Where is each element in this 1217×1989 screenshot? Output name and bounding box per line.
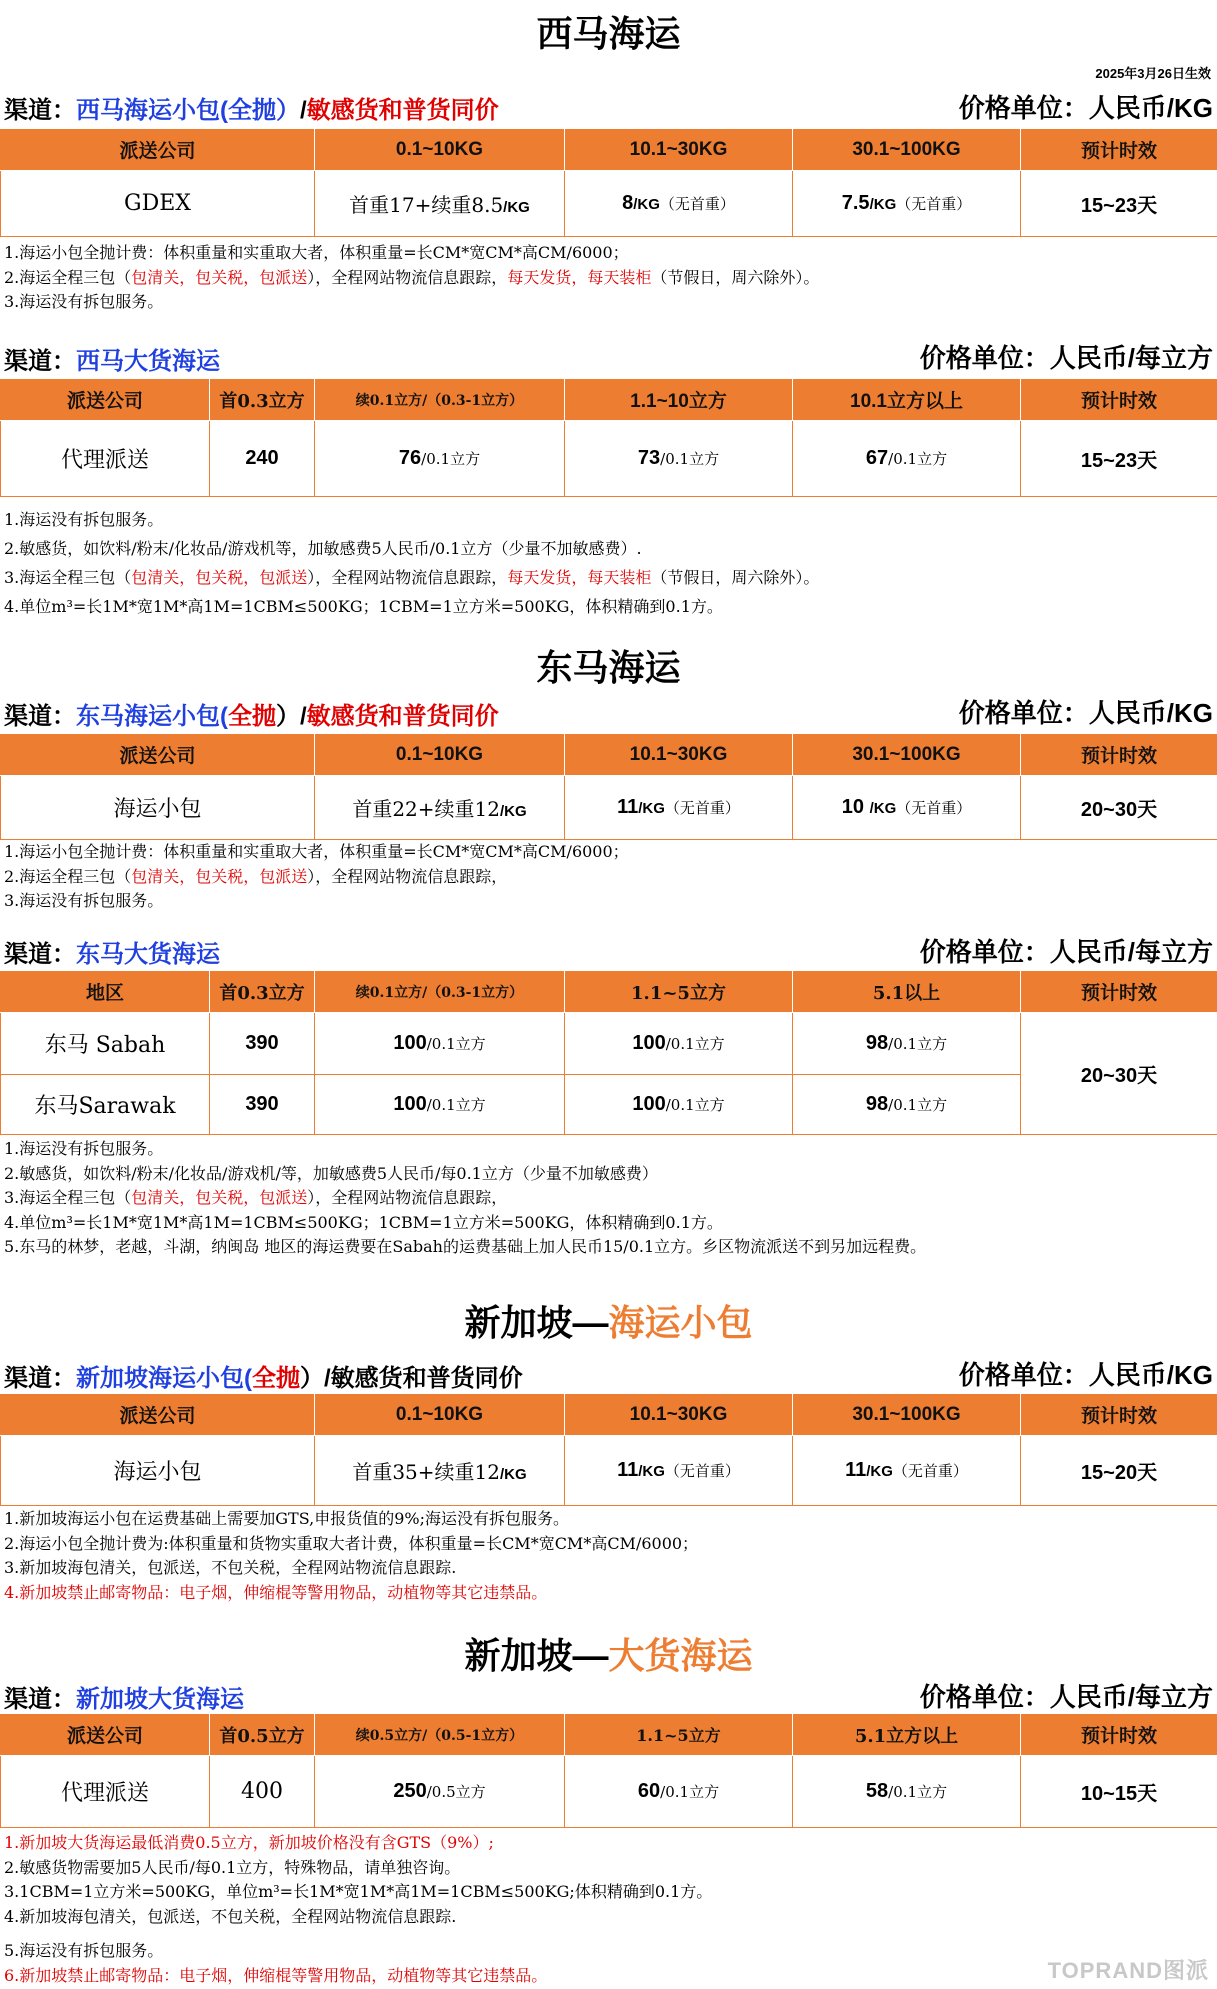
price-cell: 390 [210,1075,315,1135]
table-row [1,1756,1217,1828]
note-item: 2.海运小包全抛计费为:体积重量和货物实重取大者计费，体积重量=长CM*宽CM*高CM/6000； [4,1533,699,1553]
table-row [1,1013,1217,1075]
price-table [0,1393,1217,1506]
notes-list [4,1831,712,1988]
eta-cell: 15~23天 [1021,421,1217,497]
region-cell: 东马Sarawak [1,1075,210,1135]
price-cell: 11/KG（无首重） [565,1436,793,1506]
col-header: 派送公司 [1,1394,315,1436]
channel-label: 渠道：东马海运小包(全抛）/敏感货和普货同价 [4,703,499,730]
col-header: 30.1~100KG [793,1394,1021,1436]
note-item: 2.敏感货物需要加5人民币/每0.1立方，特殊物品，请单独咨询。 [4,1857,461,1877]
col-header: 预计时效 [1021,379,1217,421]
price-cell: 首重35+续重12/KG [315,1436,565,1506]
eta-cell: 20~30天 [1021,776,1217,840]
eta-cell: 20~30天 [1021,1013,1217,1135]
notes-list [4,241,819,315]
table-row [1,776,1217,840]
section-title-sg-bulk: 新加坡—大货海运 [464,1635,753,1676]
col-header: 10.1~30KG [565,129,793,171]
col-header: 10.1~30KG [565,1394,793,1436]
notes-list [4,505,819,621]
col-header: 预计时效 [1021,971,1217,1013]
table-row [1,421,1217,497]
price-unit: 价格单位：人民币/每立方 [919,343,1213,373]
region-cell: 东马 Sabah [1,1013,210,1075]
col-header: 地区 [1,971,210,1013]
col-header: 1.1~5立方 [565,971,793,1013]
eta-cell: 15~23天 [1021,171,1217,237]
notes-list [4,1507,698,1605]
note-item: 2.海运全程三包（包清关，包关税，包派送），全程网站物流信息跟踪， [4,866,508,886]
channel-label: 渠道：新加坡大货海运 [4,1686,244,1713]
price-cell: 400 [210,1756,315,1828]
col-header: 预计时效 [1021,129,1217,171]
price-cell: 10 /KG（无首重） [793,776,1021,840]
notes-list [4,1137,926,1260]
price-cell: 76/0.1立方 [315,421,565,497]
price-table [0,970,1217,1135]
table-row [1,1436,1217,1506]
price-unit: 价格单位：人民币/每立方 [919,1682,1213,1712]
note-item: 3.海运全程三包（包清关，包关税，包派送），全程网站物流信息跟踪，每天发货，每天装柜（节假日，周六除外）。 [4,568,820,587]
col-header: 1.1~10立方 [565,379,793,421]
col-header: 0.1~10KG [315,1394,565,1436]
effective-date: 2025年3月26日生效 [1095,66,1211,81]
note-spacer [4,1929,712,1939]
note-item: 4.新加坡禁止邮寄物品：电子烟，伸缩棍等警用物品，动植物等其它违禁品。 [4,1582,548,1602]
price-unit: 价格单位：人民币/每立方 [919,937,1213,967]
table-row [1,171,1217,237]
note-item: 1.海运小包全抛计费：体积重量和实重取大者，体积重量=长CM*宽CM*高CM/6000； [4,842,629,861]
note-item: 1.海运小包全抛计费：体积重量和实重取大者，体积重量=长CM*宽CM*高CM/6000； [4,243,629,262]
note-item: 3.1CBM=1立方米=500KG，单位m³=长1M*宽1M*高1M=1CBM≤500KG;体积精确到0.1方。 [4,1882,713,1901]
note-item: 4.新加坡海包清关，包派送，不包关税，全程网站物流信息跟踪. [4,1906,457,1926]
company-cell: 代理派送 [1,421,210,497]
watermark-logo: TOPRAND图派 [1047,1958,1209,1983]
note-item: 4.单位m³=长1M*宽1M*高1M=1CBM≤500KG；1CBM=1立方米=500KG，体积精确到0.1方。 [4,597,723,616]
note-item: 3.海运全程三包（包清关，包关税，包派送），全程网站物流信息跟踪， [4,1188,508,1207]
col-header: 30.1~100KG [793,734,1021,776]
eta-cell: 10~15天 [1021,1756,1217,1828]
price-cell: 73/0.1立方 [565,421,793,497]
note-item: 2.敏感货，如饮料/粉末/化妆品/游戏机等，加敏感费5人民币/0.1立方（少量不加敏感费）. [4,539,642,558]
company-cell: 代理派送 [1,1756,210,1828]
price-cell: 8/KG（无首重） [565,171,793,237]
col-header: 0.1~10KG [315,734,565,776]
notes-list [4,840,629,914]
section-title-dongma: 东马海运 [536,647,681,688]
price-cell: 100/0.1立方 [315,1013,565,1075]
price-cell: 60/0.1立方 [565,1756,793,1828]
section-title-xima: 西马海运 [536,13,681,54]
price-cell: 首重17+续重8.5/KG [315,171,565,237]
price-cell: 58/0.1立方 [793,1756,1021,1828]
note-item: 5.海运没有拆包服务。 [4,1941,164,1960]
col-header: 派送公司 [1,1714,210,1756]
col-header: 10.1立方以上 [793,379,1021,421]
price-table [0,733,1217,840]
col-header: 5.1立方以上 [793,1714,1021,1756]
channel-label: 渠道：西马大货海运 [4,348,220,375]
price-cell: 240 [210,421,315,497]
eta-cell: 15~20天 [1021,1436,1217,1506]
section-title-sg-parcel: 新加坡—海运小包 [464,1302,753,1343]
col-header: 预计时效 [1021,1714,1217,1756]
col-header: 预计时效 [1021,1394,1217,1436]
col-header: 首0.3立方 [210,971,315,1013]
col-header: 5.1以上 [793,971,1021,1013]
price-cell: 100/0.1立方 [565,1075,793,1135]
company-cell: 海运小包 [1,1436,315,1506]
col-header: 预计时效 [1021,734,1217,776]
note-item: 1.新加坡海运小包在运费基础上需要加GTS,申报货值的9%;海运没有拆包服务。 [4,1509,569,1528]
note-item: 5.东马的林梦，老越，斗湖，纳闽岛 地区的海运费要在Sabah的运费基础上加人民币15/0.1立方。乡区物流派送不到另加远程费。 [4,1237,927,1256]
price-unit: 价格单位：人民币/KG [958,1360,1213,1390]
col-header: 0.1~10KG [315,129,565,171]
price-cell: 首重22+续重12/KG [315,776,565,840]
col-header: 续0.5立方/（0.5-1立方） [315,1714,565,1756]
price-unit: 价格单位：人民币/KG [958,698,1213,728]
col-header: 派送公司 [1,734,315,776]
note-item: 1.海运没有拆包服务。 [4,1139,164,1158]
col-header: 首0.3立方 [210,379,315,421]
channel-label: 渠道：东马大货海运 [4,941,220,968]
col-header: 派送公司 [1,379,210,421]
note-item: 2.海运全程三包（包清关，包关税，包派送），全程网站物流信息跟踪，每天发货，每天装柜（节假日，周六除外）。 [4,267,820,287]
col-header: 首0.5立方 [210,1714,315,1756]
price-cell: 11/KG（无首重） [793,1436,1021,1506]
note-item: 2.敏感货，如饮料/粉末/化妆品/游戏机/等，加敏感费5人民币/每0.1立方（少量不加敏感费） [4,1163,658,1183]
company-cell: GDEX [1,171,315,237]
price-table [0,1713,1217,1828]
col-header: 续0.1立方/（0.3-1立方） [315,971,565,1013]
note-item: 1.海运没有拆包服务。 [4,510,164,529]
col-header: 1.1~5立方 [565,1714,793,1756]
price-cell: 100/0.1立方 [315,1075,565,1135]
channel-label: 渠道：新加坡海运小包(全抛）/敏感货和普货同价 [4,1365,523,1392]
price-cell: 7.5/KG（无首重） [793,171,1021,237]
note-item: 4.单位m³=长1M*宽1M*高1M=1CBM≤500KG；1CBM=1立方米=500KG，体积精确到0.1方。 [4,1212,723,1232]
price-cell: 250/0.5立方 [315,1756,565,1828]
channel-label: 渠道：西马海运小包(全抛）/敏感货和普货同价 [4,97,499,124]
price-cell: 98/0.1立方 [793,1013,1021,1075]
price-table [0,128,1217,237]
col-header: 30.1~100KG [793,129,1021,171]
note-item: 3.新加坡海包清关，包派送，不包关税，全程网站物流信息跟踪. [4,1558,457,1577]
col-header: 续0.1立方/（0.3-1立方） [315,379,565,421]
col-header: 10.1~30KG [565,734,793,776]
price-cell: 11/KG（无首重） [565,776,793,840]
note-item: 3.海运没有拆包服务。 [4,292,164,311]
price-cell: 98/0.1立方 [793,1075,1021,1135]
price-cell: 67/0.1立方 [793,421,1021,497]
price-cell: 100/0.1立方 [565,1013,793,1075]
price-table [0,378,1217,497]
company-cell: 海运小包 [1,776,315,840]
note-item: 3.海运没有拆包服务。 [4,891,164,910]
price-unit: 价格单位：人民币/KG [958,93,1213,123]
col-header: 派送公司 [1,129,315,171]
note-item: 6.新加坡禁止邮寄物品：电子烟，伸缩棍等警用物品，动植物等其它违禁品。 [4,1965,548,1985]
price-cell: 390 [210,1013,315,1075]
note-item: 1.新加坡大货海运最低消费0.5立方，新加坡价格没有含GTS（9%）; [4,1833,494,1852]
